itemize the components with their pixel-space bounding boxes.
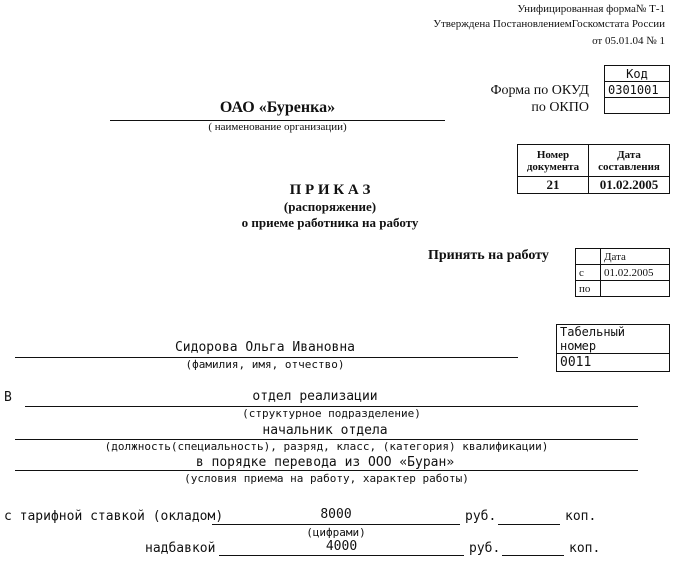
organization-caption: ( наименование организации): [208, 121, 347, 133]
department-in-label: В: [4, 390, 12, 405]
hire-from-value: 01.02.2005: [601, 265, 670, 281]
doc-number-header: Номер документа: [518, 145, 589, 177]
rate-label: с тарифной ставкой (окладом): [4, 509, 224, 524]
doc-meta-table: [517, 144, 670, 194]
department-caption: (структурное подразделение): [242, 407, 421, 420]
codes-table: [604, 65, 670, 114]
organization-name: ОАО «Буренка»: [219, 99, 336, 116]
okud-label: Форма по ОКУД: [490, 83, 589, 98]
doc-date-value: 01.02.2005: [589, 177, 670, 194]
okpo-label: по ОКПО: [531, 100, 589, 115]
hire-to-label: по: [576, 281, 601, 297]
order-title: П Р И К А З: [289, 182, 371, 198]
employee-name: Сидорова Ольга Ивановна: [174, 340, 355, 355]
bonus-kop-label: коп.: [569, 541, 601, 556]
employee-name-caption: (фамилия, имя, отчество): [185, 358, 345, 371]
personnel-value: 0011: [557, 354, 670, 372]
approved-by: Утверждена ПостановлениемГоскомстата России: [433, 18, 665, 30]
order-subtitle: (распоряжение): [283, 199, 377, 214]
rate-kop-label: коп.: [565, 509, 597, 524]
personnel-header: Табельный номер: [557, 325, 670, 354]
personnel-table: [556, 324, 670, 372]
hire-label: Принять на работу: [428, 248, 549, 263]
form-name: Унифицированная форма№ Т-1: [517, 3, 665, 15]
position: начальник отдела: [262, 423, 388, 438]
approved-date: от 05.01.04 № 1: [592, 35, 665, 47]
bonus-label: надбавкой: [145, 541, 216, 556]
code-header: Код: [605, 66, 670, 82]
department: отдел реализации: [252, 389, 378, 404]
okpo-value: [605, 98, 670, 114]
hire-dates-table: [575, 248, 670, 297]
okud-value: 0301001: [605, 82, 670, 98]
hire-to-value: [601, 281, 670, 297]
bonus-value: 4000: [325, 539, 358, 554]
hire-from-label: с: [576, 265, 601, 281]
position-caption: (должность(специальность), разряд, класс, (категория) квалификации): [104, 440, 549, 453]
doc-number-value: 21: [518, 177, 589, 194]
rate-value: 8000: [320, 507, 352, 522]
conditions: в порядке перевода из ООО «Буран»: [195, 455, 455, 470]
conditions-caption: (условия приема на работу, характер работы): [184, 472, 469, 485]
bonus-rub-label: руб.: [469, 541, 501, 556]
digits-caption: (цифрами): [306, 526, 366, 539]
rate-rub-label: руб.: [465, 509, 497, 524]
order-about: о приеме работника на работу: [241, 215, 419, 230]
doc-date-header: Дата составления: [589, 145, 670, 177]
hire-date-header: Дата: [601, 249, 670, 265]
